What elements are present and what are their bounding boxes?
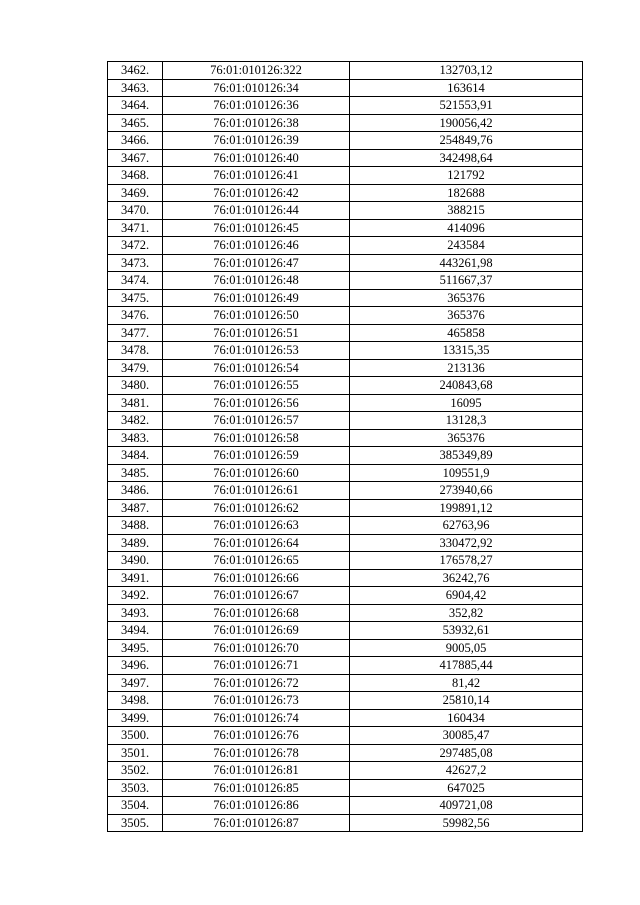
table-row	[108, 289, 583, 307]
row-number-cell: 3504.	[108, 797, 163, 815]
table-row	[108, 377, 583, 395]
table-row	[108, 324, 583, 342]
row-number-cell: 3479.	[108, 359, 163, 377]
value-cell: 443261,98	[350, 254, 583, 272]
value-cell: 53932,61	[350, 622, 583, 640]
table-row	[108, 132, 583, 150]
cadastral-number-cell: 76:01:010126:34	[163, 79, 350, 97]
row-number-cell: 3493.	[108, 604, 163, 622]
table-row	[108, 727, 583, 745]
table-row	[108, 254, 583, 272]
table-row	[108, 552, 583, 570]
row-number-cell: 3464.	[108, 97, 163, 115]
table-row	[108, 569, 583, 587]
table-row	[108, 709, 583, 727]
cadastral-number-cell: 76:01:010126:322	[163, 62, 350, 80]
table-row	[108, 814, 583, 832]
cadastral-number-cell: 76:01:010126:40	[163, 149, 350, 167]
row-number-cell: 3488.	[108, 517, 163, 535]
value-cell: 163614	[350, 79, 583, 97]
value-cell: 176578,27	[350, 552, 583, 570]
table-row	[108, 604, 583, 622]
cadastral-number-cell: 76:01:010126:74	[163, 709, 350, 727]
row-number-cell: 3486.	[108, 482, 163, 500]
row-number-cell: 3467.	[108, 149, 163, 167]
value-cell: 240843,68	[350, 377, 583, 395]
cadastral-number-cell: 76:01:010126:44	[163, 202, 350, 220]
cadastral-number-cell: 76:01:010126:45	[163, 219, 350, 237]
table-row	[108, 412, 583, 430]
row-number-cell: 3477.	[108, 324, 163, 342]
row-number-cell: 3463.	[108, 79, 163, 97]
table-row	[108, 464, 583, 482]
cadastral-number-cell: 76:01:010126:59	[163, 447, 350, 465]
row-number-cell: 3465.	[108, 114, 163, 132]
value-cell: 81,42	[350, 674, 583, 692]
value-cell: 330472,92	[350, 534, 583, 552]
cadastral-number-cell: 76:01:010126:71	[163, 657, 350, 675]
cadastral-number-cell: 76:01:010126:42	[163, 184, 350, 202]
cadastral-number-cell: 76:01:010126:68	[163, 604, 350, 622]
row-number-cell: 3492.	[108, 587, 163, 605]
row-number-cell: 3466.	[108, 132, 163, 150]
value-cell: 647025	[350, 779, 583, 797]
cadastral-number-cell: 76:01:010126:57	[163, 412, 350, 430]
value-cell: 6904,42	[350, 587, 583, 605]
row-number-cell: 3503.	[108, 779, 163, 797]
table-row	[108, 342, 583, 360]
value-cell: 388215	[350, 202, 583, 220]
cadastral-number-cell: 76:01:010126:60	[163, 464, 350, 482]
table-row	[108, 447, 583, 465]
row-number-cell: 3478.	[108, 342, 163, 360]
value-cell: 13128,3	[350, 412, 583, 430]
table-body	[108, 62, 583, 832]
value-cell: 521553,91	[350, 97, 583, 115]
row-number-cell: 3462.	[108, 62, 163, 80]
value-cell: 213136	[350, 359, 583, 377]
table-row	[108, 762, 583, 780]
table-row	[108, 429, 583, 447]
table-row	[108, 692, 583, 710]
row-number-cell: 3472.	[108, 237, 163, 255]
row-number-cell: 3499.	[108, 709, 163, 727]
table-row	[108, 499, 583, 517]
cadastral-number-cell: 76:01:010126:58	[163, 429, 350, 447]
value-cell: 62763,96	[350, 517, 583, 535]
value-cell: 109551,9	[350, 464, 583, 482]
table-row	[108, 79, 583, 97]
row-number-cell: 3495.	[108, 639, 163, 657]
cadastral-number-cell: 76:01:010126:87	[163, 814, 350, 832]
value-cell: 385349,89	[350, 447, 583, 465]
cadastral-number-cell: 76:01:010126:85	[163, 779, 350, 797]
value-cell: 352,82	[350, 604, 583, 622]
cadastral-number-cell: 76:01:010126:86	[163, 797, 350, 815]
table-row	[108, 639, 583, 657]
value-cell: 59982,56	[350, 814, 583, 832]
value-cell: 182688	[350, 184, 583, 202]
row-number-cell: 3470.	[108, 202, 163, 220]
cadastral-number-cell: 76:01:010126:38	[163, 114, 350, 132]
value-cell: 36242,76	[350, 569, 583, 587]
value-cell: 9005,05	[350, 639, 583, 657]
cadastral-number-cell: 76:01:010126:81	[163, 762, 350, 780]
value-cell: 409721,08	[350, 797, 583, 815]
row-number-cell: 3489.	[108, 534, 163, 552]
table-row	[108, 359, 583, 377]
cadastral-number-cell: 76:01:010126:36	[163, 97, 350, 115]
table-row	[108, 517, 583, 535]
table-row	[108, 394, 583, 412]
value-cell: 342498,64	[350, 149, 583, 167]
value-cell: 297485,08	[350, 744, 583, 762]
table-row	[108, 622, 583, 640]
value-cell: 254849,76	[350, 132, 583, 150]
row-number-cell: 3482.	[108, 412, 163, 430]
value-cell: 42627,2	[350, 762, 583, 780]
value-cell: 365376	[350, 429, 583, 447]
row-number-cell: 3490.	[108, 552, 163, 570]
value-cell: 121792	[350, 167, 583, 185]
table-row	[108, 202, 583, 220]
table-row	[108, 184, 583, 202]
value-cell: 273940,66	[350, 482, 583, 500]
table-row	[108, 149, 583, 167]
row-number-cell: 3473.	[108, 254, 163, 272]
cadastral-number-cell: 76:01:010126:50	[163, 307, 350, 325]
table-row	[108, 587, 583, 605]
cadastral-number-cell: 76:01:010126:65	[163, 552, 350, 570]
cadastral-number-cell: 76:01:010126:41	[163, 167, 350, 185]
table-row	[108, 534, 583, 552]
table-row	[108, 97, 583, 115]
cadastral-number-cell: 76:01:010126:67	[163, 587, 350, 605]
row-number-cell: 3491.	[108, 569, 163, 587]
cadastral-number-cell: 76:01:010126:39	[163, 132, 350, 150]
cadastral-number-cell: 76:01:010126:51	[163, 324, 350, 342]
row-number-cell: 3498.	[108, 692, 163, 710]
row-number-cell: 3496.	[108, 657, 163, 675]
cadastral-number-cell: 76:01:010126:53	[163, 342, 350, 360]
value-cell: 465858	[350, 324, 583, 342]
cadastral-number-cell: 76:01:010126:46	[163, 237, 350, 255]
table-row	[108, 779, 583, 797]
value-cell: 417885,44	[350, 657, 583, 675]
cadastral-number-cell: 76:01:010126:49	[163, 289, 350, 307]
cadastral-number-cell: 76:01:010126:55	[163, 377, 350, 395]
table-row	[108, 62, 583, 80]
cadastral-number-cell: 76:01:010126:70	[163, 639, 350, 657]
value-cell: 243584	[350, 237, 583, 255]
row-number-cell: 3497.	[108, 674, 163, 692]
table-row	[108, 167, 583, 185]
cadastral-number-cell: 76:01:010126:66	[163, 569, 350, 587]
cadastral-number-cell: 76:01:010126:47	[163, 254, 350, 272]
value-cell: 511667,37	[350, 272, 583, 290]
table-row	[108, 272, 583, 290]
row-number-cell: 3476.	[108, 307, 163, 325]
value-cell: 16095	[350, 394, 583, 412]
row-number-cell: 3468.	[108, 167, 163, 185]
cadastral-number-cell: 76:01:010126:76	[163, 727, 350, 745]
cadastral-number-cell: 76:01:010126:62	[163, 499, 350, 517]
row-number-cell: 3483.	[108, 429, 163, 447]
row-number-cell: 3500.	[108, 727, 163, 745]
row-number-cell: 3481.	[108, 394, 163, 412]
row-number-cell: 3480.	[108, 377, 163, 395]
row-number-cell: 3484.	[108, 447, 163, 465]
row-number-cell: 3501.	[108, 744, 163, 762]
value-cell: 25810,14	[350, 692, 583, 710]
table-row	[108, 307, 583, 325]
row-number-cell: 3487.	[108, 499, 163, 517]
value-cell: 160434	[350, 709, 583, 727]
table-row	[108, 219, 583, 237]
value-cell: 414096	[350, 219, 583, 237]
cadastral-number-cell: 76:01:010126:63	[163, 517, 350, 535]
cadastral-number-cell: 76:01:010126:61	[163, 482, 350, 500]
cadastral-number-cell: 76:01:010126:54	[163, 359, 350, 377]
cadastral-number-cell: 76:01:010126:64	[163, 534, 350, 552]
cadastral-number-cell: 76:01:010126:72	[163, 674, 350, 692]
value-cell: 365376	[350, 289, 583, 307]
row-number-cell: 3502.	[108, 762, 163, 780]
value-cell: 13315,35	[350, 342, 583, 360]
row-number-cell: 3474.	[108, 272, 163, 290]
table-row	[108, 797, 583, 815]
row-number-cell: 3469.	[108, 184, 163, 202]
row-number-cell: 3475.	[108, 289, 163, 307]
table-row	[108, 114, 583, 132]
value-cell: 30085,47	[350, 727, 583, 745]
row-number-cell: 3471.	[108, 219, 163, 237]
row-number-cell: 3494.	[108, 622, 163, 640]
table-row	[108, 674, 583, 692]
row-number-cell: 3505.	[108, 814, 163, 832]
cadastral-number-cell: 76:01:010126:78	[163, 744, 350, 762]
value-cell: 132703,12	[350, 62, 583, 80]
table-row	[108, 657, 583, 675]
table-row	[108, 744, 583, 762]
value-cell: 199891,12	[350, 499, 583, 517]
cadastral-number-cell: 76:01:010126:56	[163, 394, 350, 412]
cadastral-number-cell: 76:01:010126:69	[163, 622, 350, 640]
row-number-cell: 3485.	[108, 464, 163, 482]
cadastral-number-cell: 76:01:010126:48	[163, 272, 350, 290]
cadastral-value-table	[107, 61, 583, 832]
value-cell: 365376	[350, 307, 583, 325]
value-cell: 190056,42	[350, 114, 583, 132]
table-row	[108, 237, 583, 255]
table-row	[108, 482, 583, 500]
cadastral-number-cell: 76:01:010126:73	[163, 692, 350, 710]
